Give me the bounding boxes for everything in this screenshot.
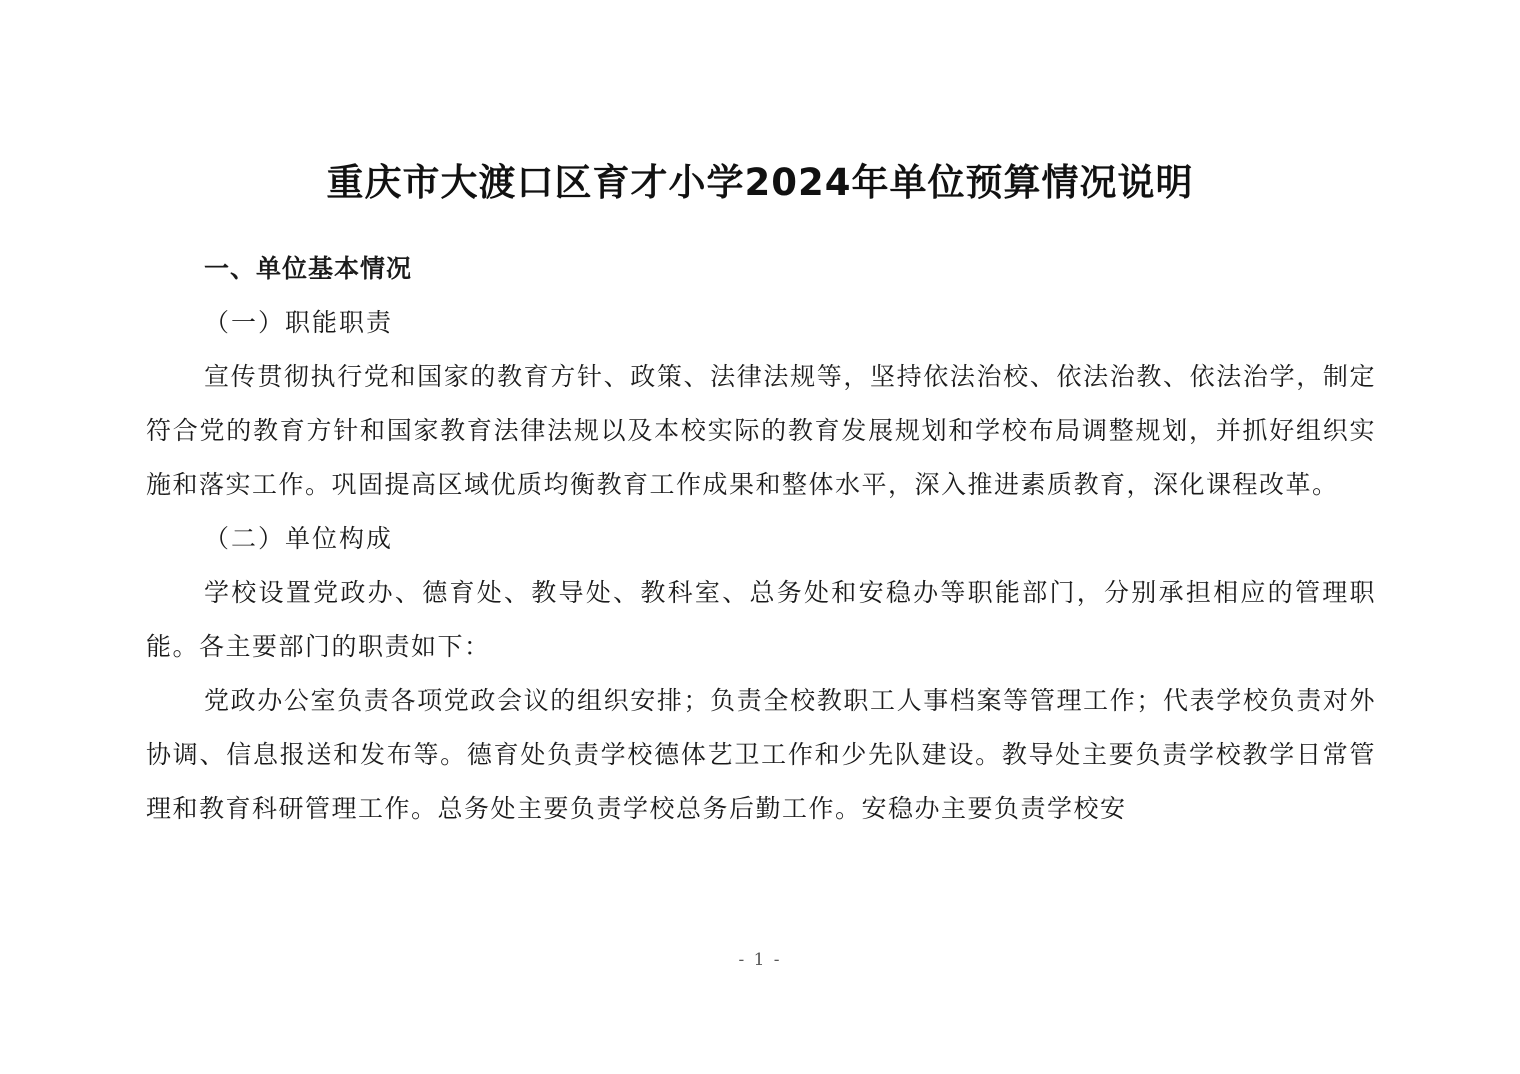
page-number: - 1 - — [738, 950, 782, 970]
document-body — [146, 242, 1376, 836]
paragraph-composition-intro: 学校设置党政办、德育处、教导处、教科室、总务处和安稳办等职能部门，分别承担相应的管理职能。各主要部门的职责如下： — [146, 578, 1376, 661]
subsection-heading-composition: （二）单位构成 — [204, 524, 394, 553]
subsection-heading-functions: （一）职能职责 — [204, 308, 394, 337]
document-title: 重庆市大渡口区育才小学2024年单位预算情况说明 — [326, 160, 1194, 204]
paragraph-department-duties: 党政办公室负责各项党政会议的组织安排；负责全校教职工人事档案等管理工作；代表学校负责对外协调、信息报送和发布等。德育处负责学校德体艺卫工作和少先队建设。教导处主要负责学校教学日常管理和教育科研管理工作。总务处主要负责学校总务后勤工作。安稳办主要负责学校安 — [146, 686, 1376, 823]
paragraph-functions: 宣传贯彻执行党和国家的教育方针、政策、法律法规等，坚持依法治校、依法治教、依法治学，制定符合党的教育方针和国家教育法律法规以及本校实际的教育发展规划和学校布局调整规划，并抓好组织实施和落实工作。巩固提高区域优质均衡教育工作成果和整体水平，深入推进素质教育，深化课程改革。 — [146, 362, 1376, 499]
section-heading-basic-info: 一、单位基本情况 — [204, 254, 413, 283]
